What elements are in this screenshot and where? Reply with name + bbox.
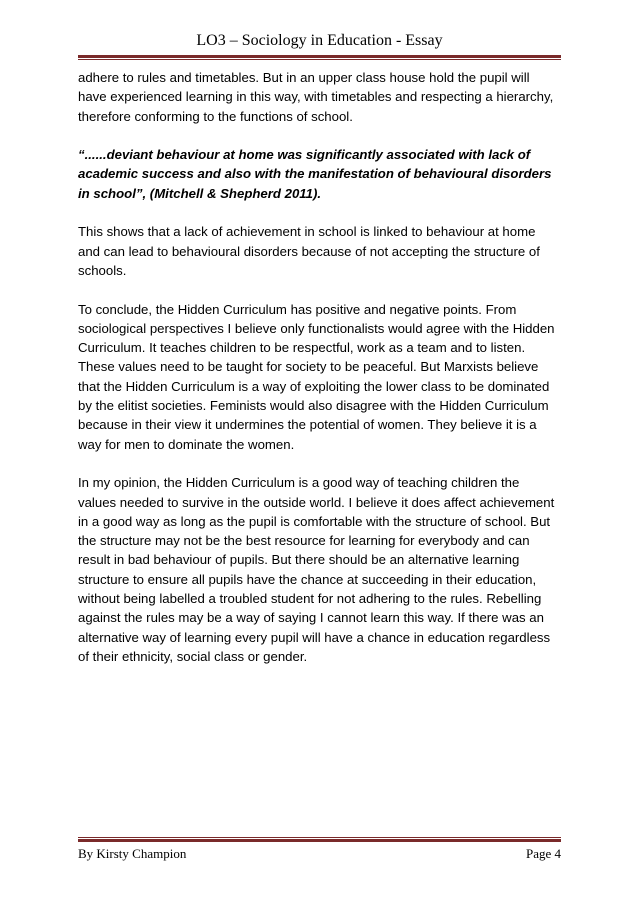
page-header-title: LO3 – Sociology in Education - Essay [196, 32, 443, 49]
footer-rule-thick [78, 839, 561, 842]
quotation-mitchell-shepherd: “......deviant behaviour at home was significantly associated with lack of academic success and also with the manifestation of behavioural disorders in school”, (Mitchell & Shepherd 2011). [78, 147, 552, 201]
paragraph-opinion: In my opinion, the Hidden Curriculum is a good way of teaching children the values needed to survive in the outside world. I believe it does affect achievement in a good way as long as the pupil is comfortable with the structure of school. But the structure may not be the best resource for learning for everybody and can result in bad behaviour of pupils. But there should be an alternative learning structure to ensure all pupils have the chance at succeeding in their education, without being labelled a troubled student for not adhering to the rules. Rebelling against the rules may be a way of saying I cannot learn this way. If there was an alternative way of learning every pupil will have a chance in education regardless of their ethnicity, social class or gender. [78, 475, 555, 664]
paragraph-conclusion: To conclude, the Hidden Curriculum has positive and negative points. From sociological perspectives I believe only functionalists would agree with the Hidden Curriculum. It teaches children to be respectful, work as a team and to listen. These values need to be taught for society to be peaceful. But Marxists believe that the Hidden Curriculum is a way of exploiting the lower class to be dominated by the elitist societies. Feminists would also disagree with the Hidden Curriculum because in their view it undermines the potential of women. They believe it is a way for men to dominate the women. [78, 301, 555, 452]
footer-author: By Kirsty Champion [78, 846, 187, 861]
paragraph-conformity: adhere to rules and timetables. But in an upper class house hold the pupil will have experienced learning in this way, with timetables and respecting a hierarchy, therefore conforming to the functions of school. [78, 70, 554, 124]
footer-rule-thin [78, 837, 561, 838]
paragraph-achievement-behaviour: This shows that a lack of achievement in school is linked to behaviour at home and can lead to behavioural disorders because of not accepting the structure of schools. [78, 224, 540, 278]
header-rule-thin [78, 59, 561, 60]
header-rule-thick [78, 55, 561, 58]
essay-body [78, 68, 561, 686]
footer-page-number: Page 4 [525, 846, 561, 861]
